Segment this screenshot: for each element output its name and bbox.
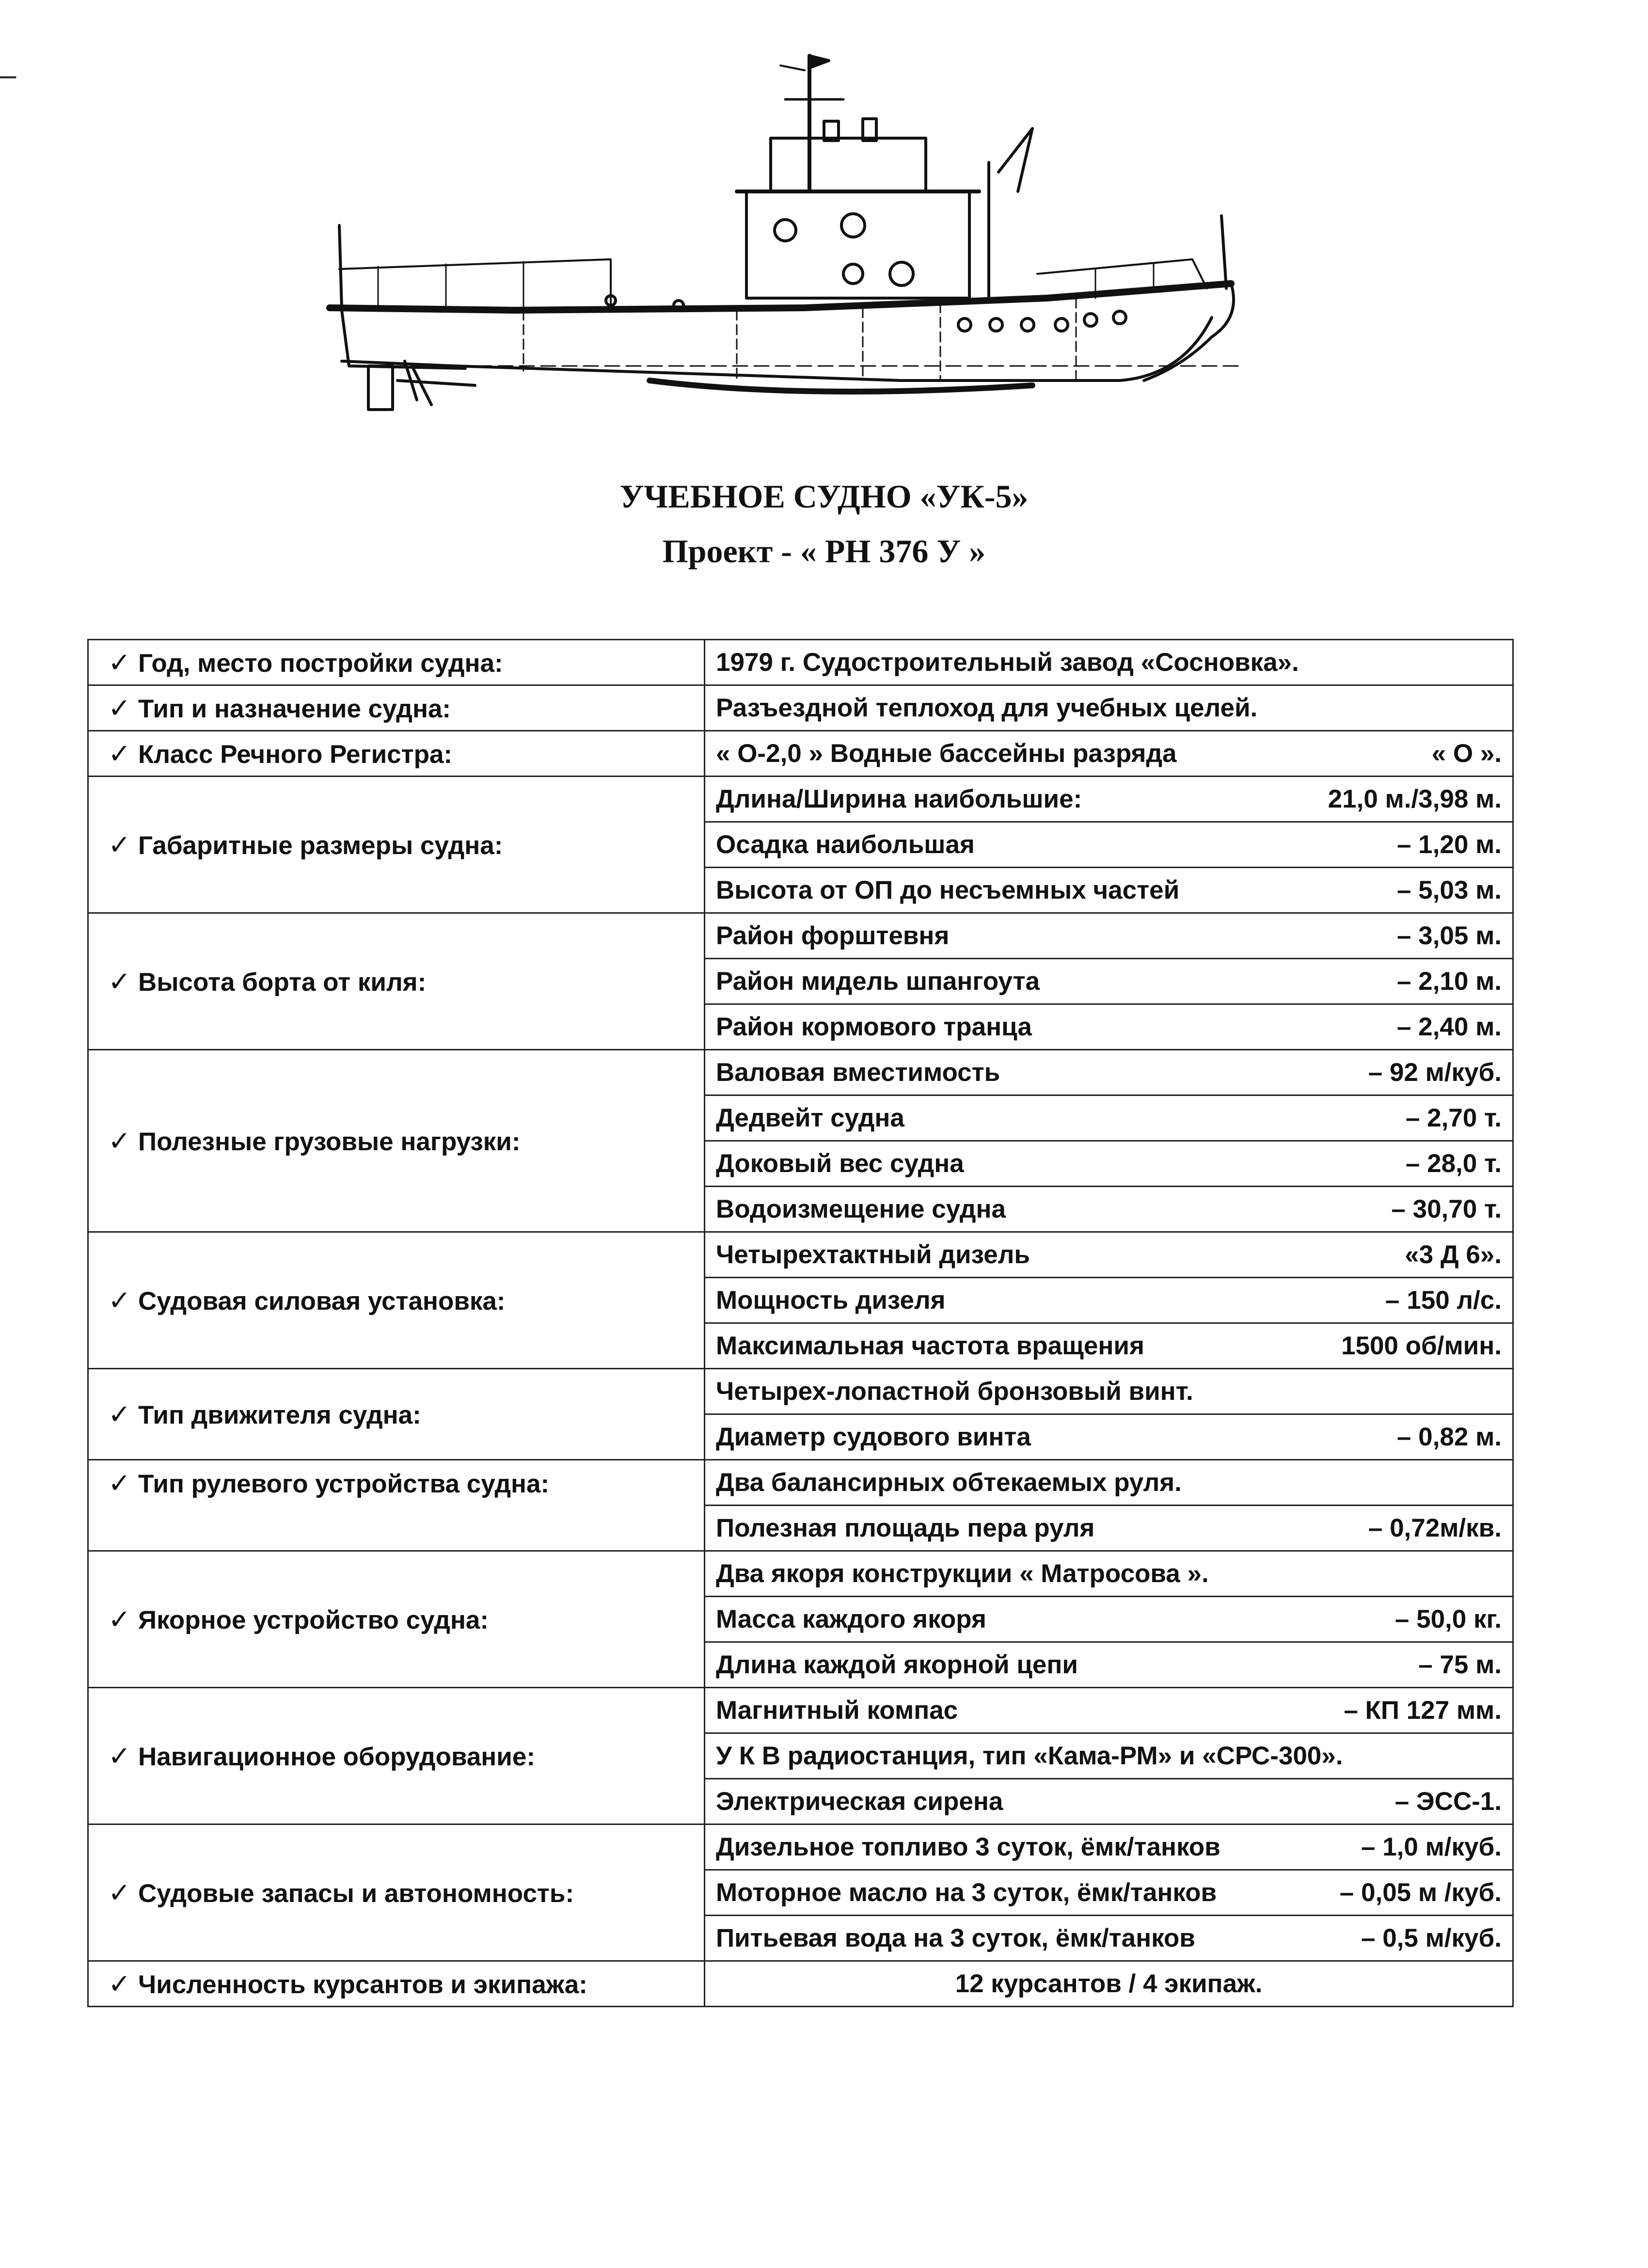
row-label-cell <box>88 1824 705 1961</box>
ship-side-view-illustration <box>320 46 1265 448</box>
value-line <box>716 1923 1502 1953</box>
item-name: Водоизмещение судна <box>716 1195 1006 1223</box>
table-row <box>88 1050 1513 1095</box>
row-label: Высота борта от киля: <box>138 967 427 997</box>
table-row <box>88 685 1513 731</box>
item-name: У К В радиостанция, тип «Кама-РМ» и «СРС-300». <box>716 1742 1343 1770</box>
row-label: Тип и назначение судна: <box>138 694 451 723</box>
item-value: – 92 м/куб. <box>1368 1058 1502 1087</box>
row-value-cell <box>705 868 1513 913</box>
item-value: «3 Д 6». <box>1405 1240 1502 1269</box>
value-line <box>716 739 1502 768</box>
row-value-cell <box>705 959 1513 1004</box>
checkmark-icon: ✓ <box>108 1740 131 1771</box>
checkmark-icon: ✓ <box>108 1285 131 1316</box>
ship-drawing <box>320 46 1265 448</box>
row-value-cell <box>705 640 1513 685</box>
pennant <box>780 65 805 70</box>
row-value-cell <box>705 1414 1513 1460</box>
item-name: 1979 г. Судостроительный завод «Сосновка». <box>716 648 1299 677</box>
item-name: Четырех-лопастной бронзовый винт. <box>716 1377 1193 1406</box>
value-line <box>716 1422 1502 1452</box>
row-value-cell <box>705 777 1513 822</box>
porthole <box>1055 318 1068 331</box>
item-value: – 0,5 м/куб. <box>1361 1924 1502 1952</box>
checkmark-icon: ✓ <box>108 692 131 723</box>
item-value: – 2,10 м. <box>1396 967 1502 996</box>
page-subtitle: Проект - « РН 376 У » <box>662 533 986 570</box>
checkmark-icon: ✓ <box>108 1968 131 1999</box>
checkmark-icon: ✓ <box>108 829 131 860</box>
item-value: – 3,05 м. <box>1396 921 1502 950</box>
value-line <box>716 784 1502 814</box>
row-value-cell <box>705 1597 1513 1642</box>
row-label-cell <box>88 1232 705 1369</box>
table-row <box>88 913 1513 959</box>
porthole <box>841 214 865 237</box>
hull-stern <box>342 310 465 368</box>
item-value: – 2,40 м. <box>1396 1013 1502 1041</box>
row-value-cell <box>705 1506 1513 1551</box>
row-label: Класс Речного Регистра: <box>138 740 453 769</box>
table-row <box>88 777 1513 822</box>
item-value: – КП 127 мм. <box>1344 1696 1502 1725</box>
row-label-cell <box>88 1688 705 1824</box>
value-line <box>716 921 1502 951</box>
item-value: – 5,03 м. <box>1396 876 1502 904</box>
jack-staff <box>1221 216 1226 288</box>
row-value-cell <box>705 1642 1513 1688</box>
fore-rail <box>1037 259 1207 288</box>
porthole <box>1021 318 1034 331</box>
row-label: Габаритные размеры судна: <box>138 831 503 860</box>
item-name: Электрическая сирена <box>716 1787 1003 1816</box>
item-name: Высота от ОП до несъемных частей <box>716 876 1180 904</box>
item-name: Масса каждого якоря <box>716 1605 986 1634</box>
item-value: – 50,0 кг. <box>1394 1605 1502 1634</box>
row-label-cell <box>88 640 705 685</box>
item-value: – 1,20 м. <box>1396 830 1502 859</box>
row-value-cell <box>705 731 1513 777</box>
row-label: Навигационное оборудование: <box>138 1742 536 1771</box>
table-row <box>88 731 1513 777</box>
value-line <box>716 875 1502 905</box>
item-name: Диаметр судового винта <box>716 1423 1031 1451</box>
item-value: « О ». <box>1431 739 1502 768</box>
row-value-cell <box>705 1232 1513 1278</box>
row-label: Полезные грузовые нагрузки: <box>138 1127 521 1156</box>
row-label-cell <box>88 685 705 731</box>
spec-table-body <box>88 640 1513 2007</box>
item-value: 1500 об/мин. <box>1341 1332 1502 1360</box>
table-row <box>88 1824 1513 1870</box>
boat-crane <box>998 128 1032 191</box>
row-value-cell <box>705 1916 1513 1961</box>
value-line <box>716 1787 1502 1816</box>
value-line <box>716 830 1502 859</box>
checkmark-icon: ✓ <box>108 1398 131 1429</box>
item-value: – 1,0 м/куб. <box>1361 1833 1502 1861</box>
value-line <box>716 1103 1502 1133</box>
row-label-cell <box>88 1961 705 2007</box>
porthole <box>990 318 1002 331</box>
porthole <box>843 264 863 284</box>
row-value-cell <box>705 1095 1513 1141</box>
item-value: – 2,70 т. <box>1405 1104 1502 1132</box>
row-label: Численность курсантов и экипажа: <box>138 1970 587 1999</box>
row-label: Якорное устройство судна: <box>138 1605 489 1634</box>
value-line <box>716 648 1502 677</box>
row-label-cell <box>88 1050 705 1232</box>
row-value-cell <box>705 1824 1513 1870</box>
item-name: « О-2,0 » Водные бассейны разряда <box>716 739 1177 768</box>
flag <box>809 56 829 68</box>
value-line <box>716 1832 1502 1862</box>
row-value-cell <box>705 1688 1513 1733</box>
item-value: – ЭСС-1. <box>1394 1787 1502 1816</box>
row-label: Год, место постройки судна: <box>138 649 503 678</box>
row-value-cell <box>705 913 1513 959</box>
spec-table <box>87 639 1514 2007</box>
item-name: Разъездной теплоход для учебных целей. <box>716 694 1258 722</box>
checkmark-icon: ✓ <box>108 738 131 769</box>
value-line <box>716 1696 1502 1725</box>
row-value-cell <box>705 1278 1513 1323</box>
table-row <box>88 1460 1513 1506</box>
item-name: Длина каждой якорной цепи <box>716 1650 1078 1679</box>
porthole <box>1113 311 1126 324</box>
checkmark-icon: ✓ <box>108 647 131 678</box>
item-name: Район мидель шпангоута <box>716 967 1040 996</box>
value-line <box>716 967 1502 996</box>
row-label-cell <box>88 1369 705 1460</box>
value-line <box>716 1377 1502 1406</box>
scan-mark: ‒ <box>0 59 16 91</box>
item-name: Мощность дизеля <box>716 1286 946 1315</box>
row-value-cell <box>705 1187 1513 1232</box>
value-line <box>716 693 1502 723</box>
item-value: – 0,05 м /куб. <box>1339 1878 1502 1907</box>
item-name: 12 курсантов / 4 экипаж. <box>955 1969 1263 1998</box>
item-name: Полезная площадь пера руля <box>716 1514 1095 1542</box>
value-line <box>716 1604 1502 1634</box>
porthole <box>674 301 683 310</box>
row-value-cell <box>705 1551 1513 1597</box>
rudder <box>368 366 393 410</box>
row-value-cell <box>705 1779 1513 1824</box>
bilge-keel <box>650 381 1032 392</box>
row-value-cell <box>705 1961 1513 2007</box>
porthole <box>1084 314 1097 326</box>
value-line <box>716 1741 1502 1771</box>
row-value-cell <box>705 1870 1513 1916</box>
row-value-cell <box>705 1323 1513 1369</box>
item-name: Дедвейт судна <box>716 1104 904 1132</box>
value-line <box>716 1331 1502 1361</box>
porthole <box>890 262 913 285</box>
row-value-cell <box>705 1141 1513 1187</box>
value-line <box>716 1194 1502 1224</box>
porthole <box>775 220 796 241</box>
item-value: – 0,72м/кв. <box>1368 1514 1502 1542</box>
row-label: Тип движителя судна: <box>138 1400 421 1429</box>
checkmark-icon: ✓ <box>108 1468 131 1498</box>
aft-rail <box>339 259 611 308</box>
row-value-cell <box>705 1004 1513 1050</box>
row-value-cell <box>705 1050 1513 1095</box>
item-name: Район форштевня <box>716 921 950 950</box>
checkmark-icon: ✓ <box>108 1877 131 1908</box>
value-line <box>716 1969 1502 1998</box>
item-name: Дизельное топливо 3 суток, ёмк/танков <box>716 1833 1220 1861</box>
value-line <box>716 1878 1502 1907</box>
table-row <box>88 1961 1513 2007</box>
row-label-cell <box>88 1460 705 1551</box>
stern-staff <box>339 225 342 308</box>
value-line <box>716 1468 1502 1497</box>
row-value-cell <box>705 1460 1513 1506</box>
row-label: Судовая силовая установка: <box>138 1286 506 1316</box>
row-value-cell <box>705 822 1513 868</box>
item-value: – 28,0 т. <box>1405 1149 1502 1178</box>
item-name: Два якоря конструкции « Матросова ». <box>716 1559 1209 1588</box>
item-value: – 30,70 т. <box>1391 1195 1502 1223</box>
row-label-cell <box>88 777 705 913</box>
propeller-shaft <box>397 381 475 385</box>
item-name: Длина/Ширина наибольшие: <box>716 785 1082 813</box>
row-value-cell <box>705 1369 1513 1414</box>
item-name: Район кормового транца <box>716 1013 1032 1041</box>
item-name: Моторное масло на 3 суток, ёмк/танков <box>716 1878 1217 1907</box>
value-line <box>716 1285 1502 1315</box>
value-line <box>716 1012 1502 1042</box>
row-label: Тип рулевого устройства судна: <box>138 1470 550 1498</box>
row-label: Судовые запасы и автономность: <box>138 1879 574 1908</box>
checkmark-icon: ✓ <box>108 1603 131 1634</box>
item-value: – 75 м. <box>1418 1650 1502 1679</box>
value-line <box>716 1058 1502 1087</box>
checkmark-icon: ✓ <box>108 966 131 997</box>
value-line <box>716 1559 1502 1588</box>
checkmark-icon: ✓ <box>108 1125 131 1156</box>
value-line <box>716 1650 1502 1680</box>
table-row <box>88 1369 1513 1414</box>
row-label-cell <box>88 1551 705 1688</box>
item-name: Максимальная частота вращения <box>716 1332 1144 1360</box>
porthole <box>958 318 971 331</box>
value-line <box>716 1240 1502 1269</box>
value-line <box>716 1149 1502 1178</box>
value-line <box>716 1513 1502 1543</box>
item-name: Осадка наибольшая <box>716 830 975 859</box>
item-value: 21,0 м./3,98 м. <box>1328 785 1502 813</box>
row-label-cell <box>88 731 705 777</box>
item-name: Четырехтактный дизель <box>716 1240 1030 1269</box>
hull-keel-line <box>342 317 1212 381</box>
item-name: Валовая вместимость <box>716 1058 1000 1087</box>
page-title: УЧЕБНОЕ СУДНО «УК-5» <box>619 478 1029 515</box>
table-row <box>88 1551 1513 1597</box>
row-value-cell <box>705 1733 1513 1779</box>
item-name: Магнитный компас <box>716 1696 958 1725</box>
wheelhouse <box>771 138 926 191</box>
item-value: – 150 л/с. <box>1385 1286 1502 1315</box>
item-name: Доковый вес судна <box>716 1149 964 1178</box>
item-name: Два балансирных обтекаемых руля. <box>716 1468 1182 1497</box>
item-name: Питьевая вода на 3 суток, ёмк/танков <box>716 1924 1195 1952</box>
table-row <box>88 1232 1513 1278</box>
row-label-cell <box>88 913 705 1050</box>
table-row <box>88 1688 1513 1733</box>
item-value: – 0,82 м. <box>1396 1423 1502 1451</box>
table-row <box>88 640 1513 685</box>
row-value-cell <box>705 685 1513 731</box>
